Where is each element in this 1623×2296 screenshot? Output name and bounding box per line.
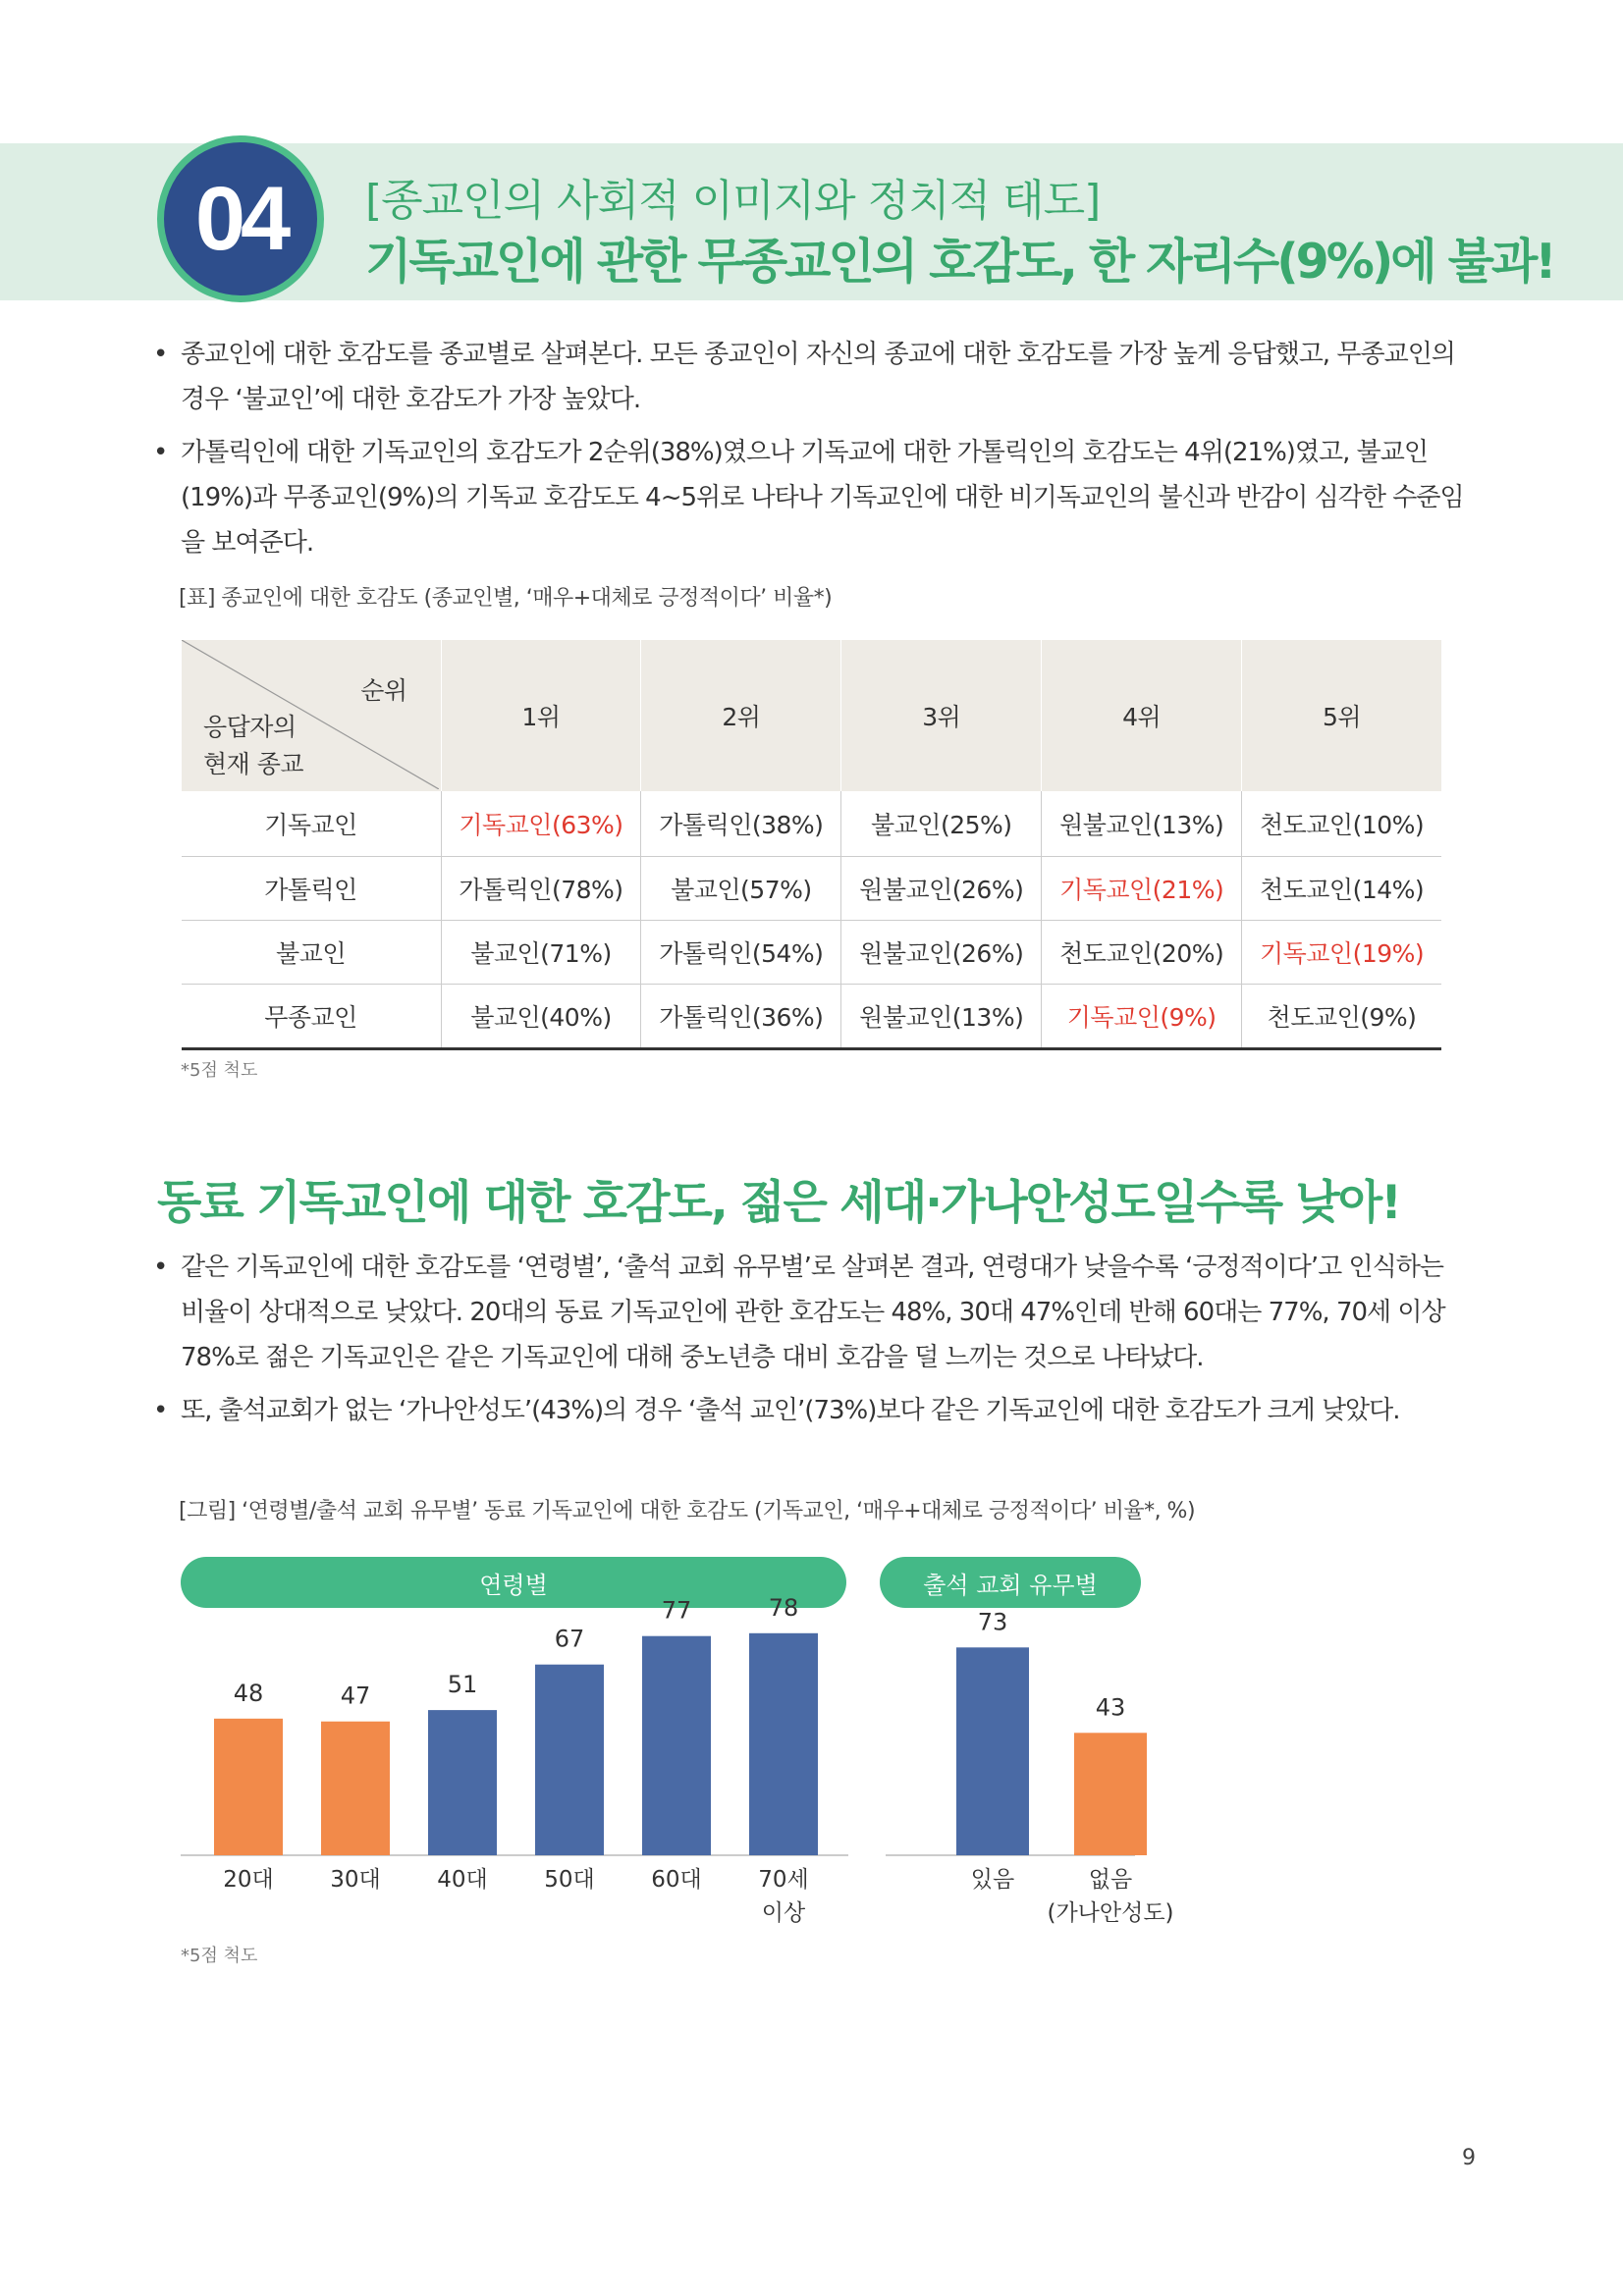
- table-caption: [표] 종교인에 대한 호감도 (종교인별, ‘매우+대체로 긍정적이다’ 비율*): [179, 586, 833, 611]
- page-number: 9: [1462, 2146, 1476, 2170]
- bar: [535, 1665, 604, 1855]
- table-cell: 원불교인(13%): [1042, 791, 1242, 857]
- bar: [642, 1636, 711, 1855]
- category-label: 40대: [437, 1867, 488, 1893]
- section-number-badge: 04: [157, 135, 324, 302]
- column-header: 3위: [841, 640, 1042, 791]
- corner-rank-label: 순위: [360, 676, 407, 705]
- table-cell: 원불교인(26%): [841, 921, 1042, 985]
- data-label: 51: [447, 1671, 478, 1699]
- section2-title: 동료 기독교인에 대한 호감도, 젊은 세대·가나안성도일수록 낮아!: [157, 1176, 1400, 1230]
- table-cell: 원불교인(13%): [841, 985, 1042, 1049]
- bar: [956, 1647, 1029, 1855]
- bar: [321, 1722, 390, 1855]
- category-label: 30대: [330, 1867, 381, 1893]
- category-label: 60대: [651, 1867, 702, 1893]
- bar: [428, 1710, 497, 1855]
- table-cell: 천도교인(20%): [1042, 921, 1242, 985]
- data-label: 78: [768, 1593, 799, 1622]
- table-cell: 기독교인(19%): [1242, 921, 1441, 985]
- corner-religion-line1: 응답자의: [203, 713, 297, 741]
- figure-caption: [그림] ‘연령별/출석 교회 유무별’ 동료 기독교인에 대한 호감도 (기독교인, ‘매우+대체로 긍정적이다’ 비율*, %): [179, 1499, 1196, 1523]
- category-label: 있음: [970, 1867, 1015, 1893]
- row-header: 가톨릭인: [182, 857, 442, 921]
- bullet-item: • 종교인에 대한 호감도를 종교별로 살펴본다. 모든 종교인이 자신의 종교에 대한 호감도를 가장 높게 응답했고, 무종교인의 경우 ‘불교인’에 대한 호감도가 가장 높았다.: [147, 332, 1473, 422]
- table-cell: 가톨릭인(36%): [641, 985, 841, 1049]
- table-note: *5점 척도: [181, 1060, 258, 1081]
- table-cell: 불교인(40%): [441, 985, 641, 1049]
- data-label: 73: [977, 1608, 1008, 1636]
- table-cell: 원불교인(26%): [841, 857, 1042, 921]
- table-cell: 불교인(57%): [641, 857, 841, 921]
- chart-title-age: 연령별: [181, 1557, 846, 1608]
- table-cell: 기독교인(63%): [441, 791, 641, 857]
- table-cell: 불교인(71%): [441, 921, 641, 985]
- category-label: 이상: [761, 1900, 806, 1926]
- row-header: 무종교인: [182, 985, 442, 1049]
- category-label: 없음: [1088, 1867, 1133, 1893]
- table-cell: 가톨릭인(78%): [441, 857, 641, 921]
- table-cell: 가톨릭인(38%): [641, 791, 841, 857]
- column-header: 5위: [1242, 640, 1441, 791]
- table-cell: 천도교인(10%): [1242, 791, 1441, 857]
- bullet-item: • 가톨릭인에 대한 기독교인의 호감도가 2순위(38%)였으나 기독교에 대한 가톨릭인의 호감도는 4위(21%)였고, 불교인(19%)과 무종교인(9%)의 기독교 호감도도 4~5위로 나타나 기독교인에 대한 비기독교인의 불신과 반감이 심각한 수준임을 보여준다.: [147, 430, 1473, 565]
- table-cell: 천도교인(9%): [1242, 985, 1441, 1049]
- category-label: (가나안성도): [1047, 1900, 1174, 1926]
- category-label: 70세: [758, 1867, 809, 1893]
- category-label: 50대: [544, 1867, 595, 1893]
- column-header: 4위: [1042, 640, 1242, 791]
- bar: [1074, 1733, 1147, 1855]
- data-label: 67: [554, 1625, 585, 1653]
- row-header: 불교인: [182, 921, 442, 985]
- category-label: 20대: [223, 1867, 274, 1893]
- table-cell: 천도교인(14%): [1242, 857, 1441, 921]
- table-cell: 기독교인(9%): [1042, 985, 1242, 1049]
- table-cell: 가톨릭인(54%): [641, 921, 841, 985]
- page-subtitle: [종교인의 사회적 이미지와 정치적 태도]: [365, 176, 1101, 226]
- table-cell: 불교인(25%): [841, 791, 1042, 857]
- bar: [749, 1633, 818, 1855]
- table-cell: 기독교인(21%): [1042, 857, 1242, 921]
- bar: [214, 1719, 283, 1855]
- bullet-item: • 같은 기독교인에 대한 호감도를 ‘연령별’, ‘출석 교회 유무별’로 살펴본 결과, 연령대가 낮을수록 ‘긍정적이다’고 인식하는 비율이 상대적으로 낮았다. 20대의 동료 기독교인에 관한 호감도는 48%, 30대 47%인데 반해 60대는 77%, 70세 이상 78%로 젊은 기독교인은 같은 기독교인에 대해 중노년층 대비 호감을 덜 느끼는 것으로 나타났다.: [147, 1245, 1473, 1380]
- chart-title-attendance: 출석 교회 유무별: [880, 1557, 1141, 1608]
- corner-religion-line2: 현재 종교: [203, 750, 304, 778]
- data-label: 47: [340, 1682, 371, 1710]
- column-header: 1위: [441, 640, 641, 791]
- data-label: 43: [1095, 1693, 1126, 1722]
- data-label: 77: [661, 1596, 692, 1625]
- bullet-item: • 또, 출석교회가 없는 ‘가나안성도’(43%)의 경우 ‘출석 교인’(73%)보다 같은 기독교인에 대한 호감도가 크게 낮았다.: [147, 1388, 1473, 1433]
- data-label: 48: [233, 1679, 264, 1707]
- figure-note: *5점 척도: [181, 1946, 258, 1966]
- page-title: 기독교인에 관한 무종교인의 호감도, 한 자리수(9%)에 불과!: [365, 234, 1554, 290]
- row-header: 기독교인: [182, 791, 442, 857]
- column-header: 2위: [641, 640, 841, 791]
